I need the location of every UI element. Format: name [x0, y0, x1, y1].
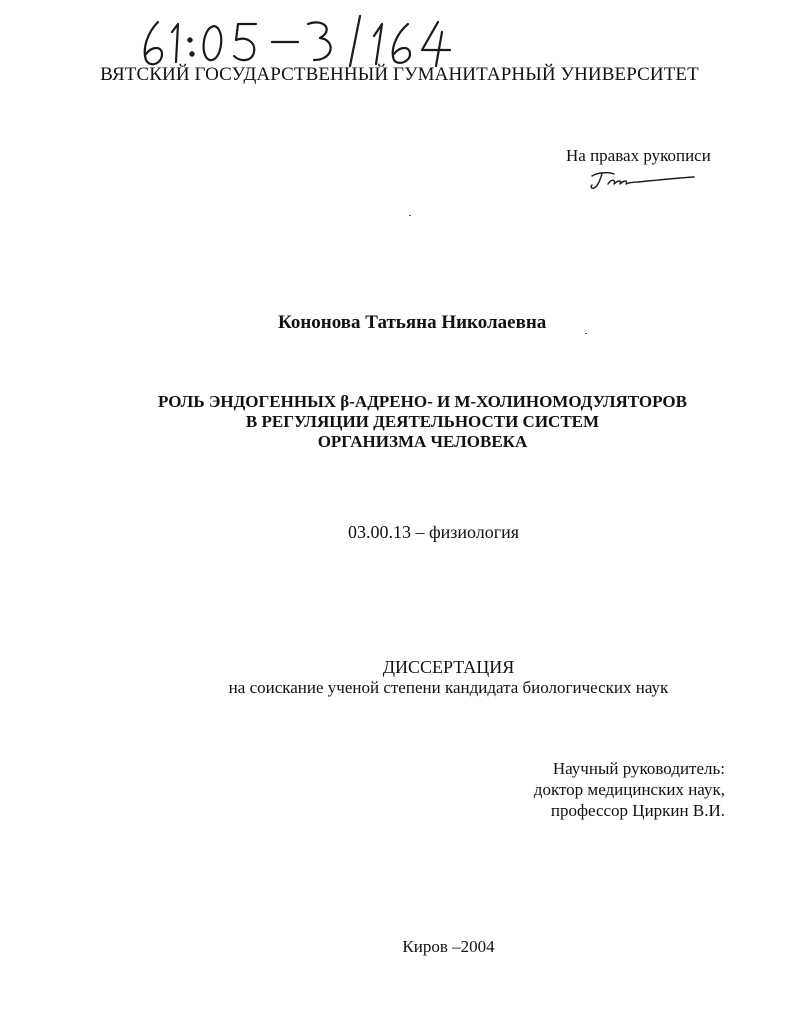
signature: [588, 168, 698, 194]
city-year: Киров –2004: [402, 937, 495, 956]
university-name: ВЯТСКИЙ ГОСУДАРСТВЕННЫЙ ГУМАНИТАРНЫЙ УНИВЕРСИТЕТ: [100, 64, 699, 85]
degree-sought: на соискание ученой степени кандидата биологических наук: [228, 678, 669, 697]
dissertation-title: [0, 392, 799, 452]
specialty-code: 03.00.13 – физиология: [348, 522, 520, 542]
supervisor-block: [534, 758, 725, 821]
title-line: РОЛЬ ЭНДОГЕННЫХ β-АДРЕНО- И М-ХОЛИНОМОДУЛЯТОРОВ: [158, 392, 687, 411]
scan-speck: [585, 333, 587, 334]
scan-speck: [409, 215, 411, 216]
document-type: ДИССЕРТАЦИЯ: [382, 657, 515, 677]
supervisor-degree: доктор медицинских наук,: [533, 780, 725, 799]
title-line: В РЕГУЛЯЦИИ ДЕЯТЕЛЬНОСТИ СИСТЕМ: [245, 412, 600, 431]
supervisor-label: Научный руководитель:: [552, 759, 725, 778]
author-name: Кононова Татьяна Николаевна: [278, 312, 547, 333]
title-line: ОРГАНИЗМА ЧЕЛОВЕКА: [317, 432, 528, 451]
supervisor-name: профессор Циркин В.И.: [550, 801, 725, 820]
handwritten-archive-code: [138, 10, 468, 70]
manuscript-note: На правах рукописи: [566, 146, 711, 165]
